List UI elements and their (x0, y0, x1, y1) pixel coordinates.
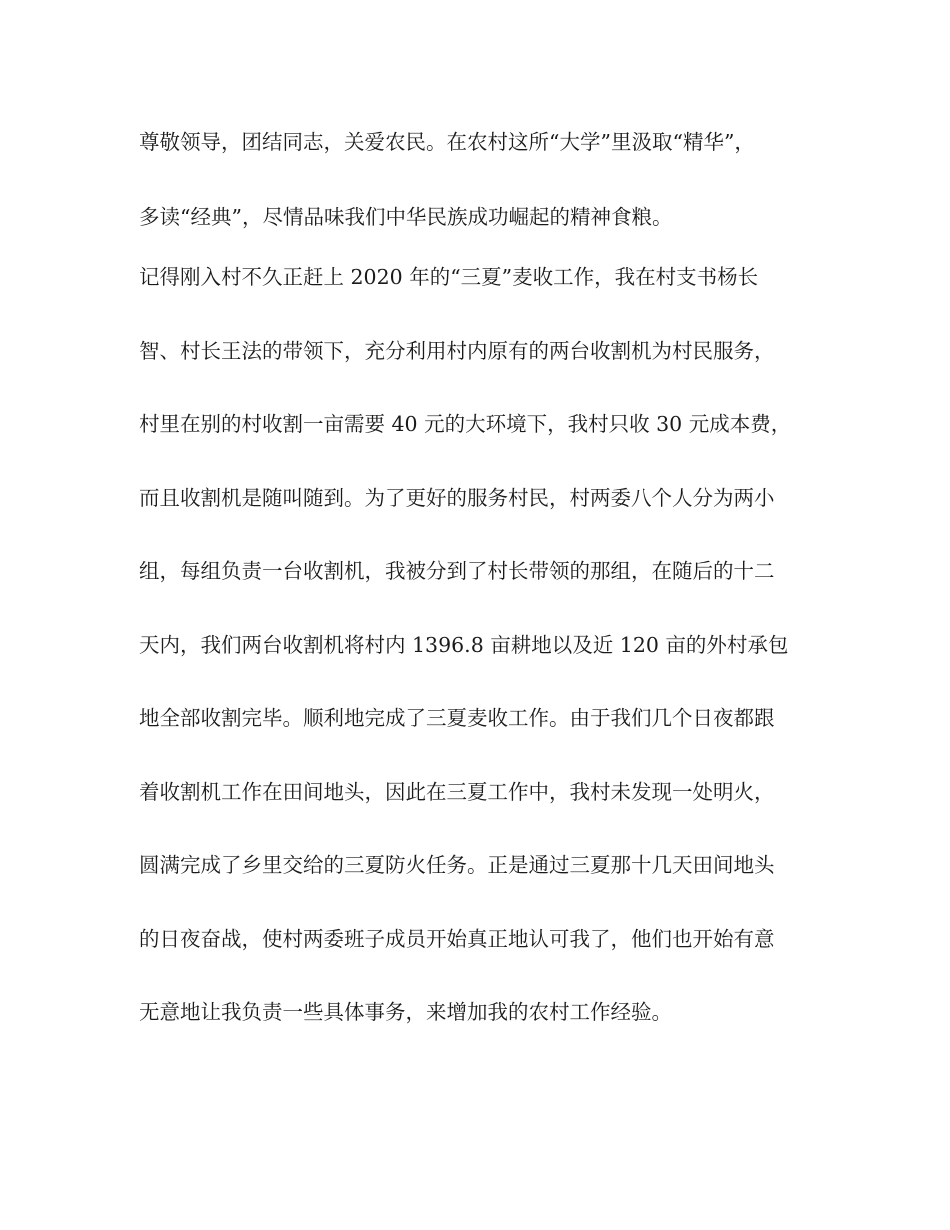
text-line: 的日夜奋战，使村两委班子成员开始真正地认可我了，他们也开始有意 (139, 927, 775, 951)
text-line: 而且收割机是随叫随到。为了更好的服务村民，村两委八个人分为两小 (139, 486, 775, 510)
text-line: 地全部收割完毕。顺利地完成了三夏麦收工作。由于我们几个日夜都跟 (139, 706, 775, 730)
text-line: 多读“经典”，尽情品味我们中华民族成功崛起的精神食粮。 (139, 205, 673, 229)
text-line: 圆满完成了乡里交给的三夏防火任务。正是通过三夏那十几天田间地头 (139, 853, 775, 877)
text-line: 着收割机工作在田间地头，因此在三夏工作中，我村未发现一处明火， (139, 780, 775, 804)
text-line: 组，每组负责一台收割机，我被分到了村长带领的那组，在随后的十二 (139, 559, 775, 583)
text-line: 天内，我们两台收割机将村内 1396.8 亩耕地以及近 120 亩的外村承包 (139, 633, 789, 657)
text-line: 记得刚入村不久正赶上 2020 年的“三夏”麦收工作，我在村支书杨长 (139, 265, 759, 289)
text-line: 无意地让我负责一些具体事务，来增加我的农村工作经验。 (139, 1000, 672, 1024)
text-line: 村里在别的村收割一亩需要 40 元的大环境下，我村只收 30 元成本费， (139, 412, 792, 436)
text-line: 智、村长王法的带领下，充分利用村内原有的两台收割机为村民服务， (139, 339, 775, 363)
text-line: 尊敬领导，团结同志，关爱农民。在农村这所“大学”里汲取“精华”， (139, 130, 755, 154)
